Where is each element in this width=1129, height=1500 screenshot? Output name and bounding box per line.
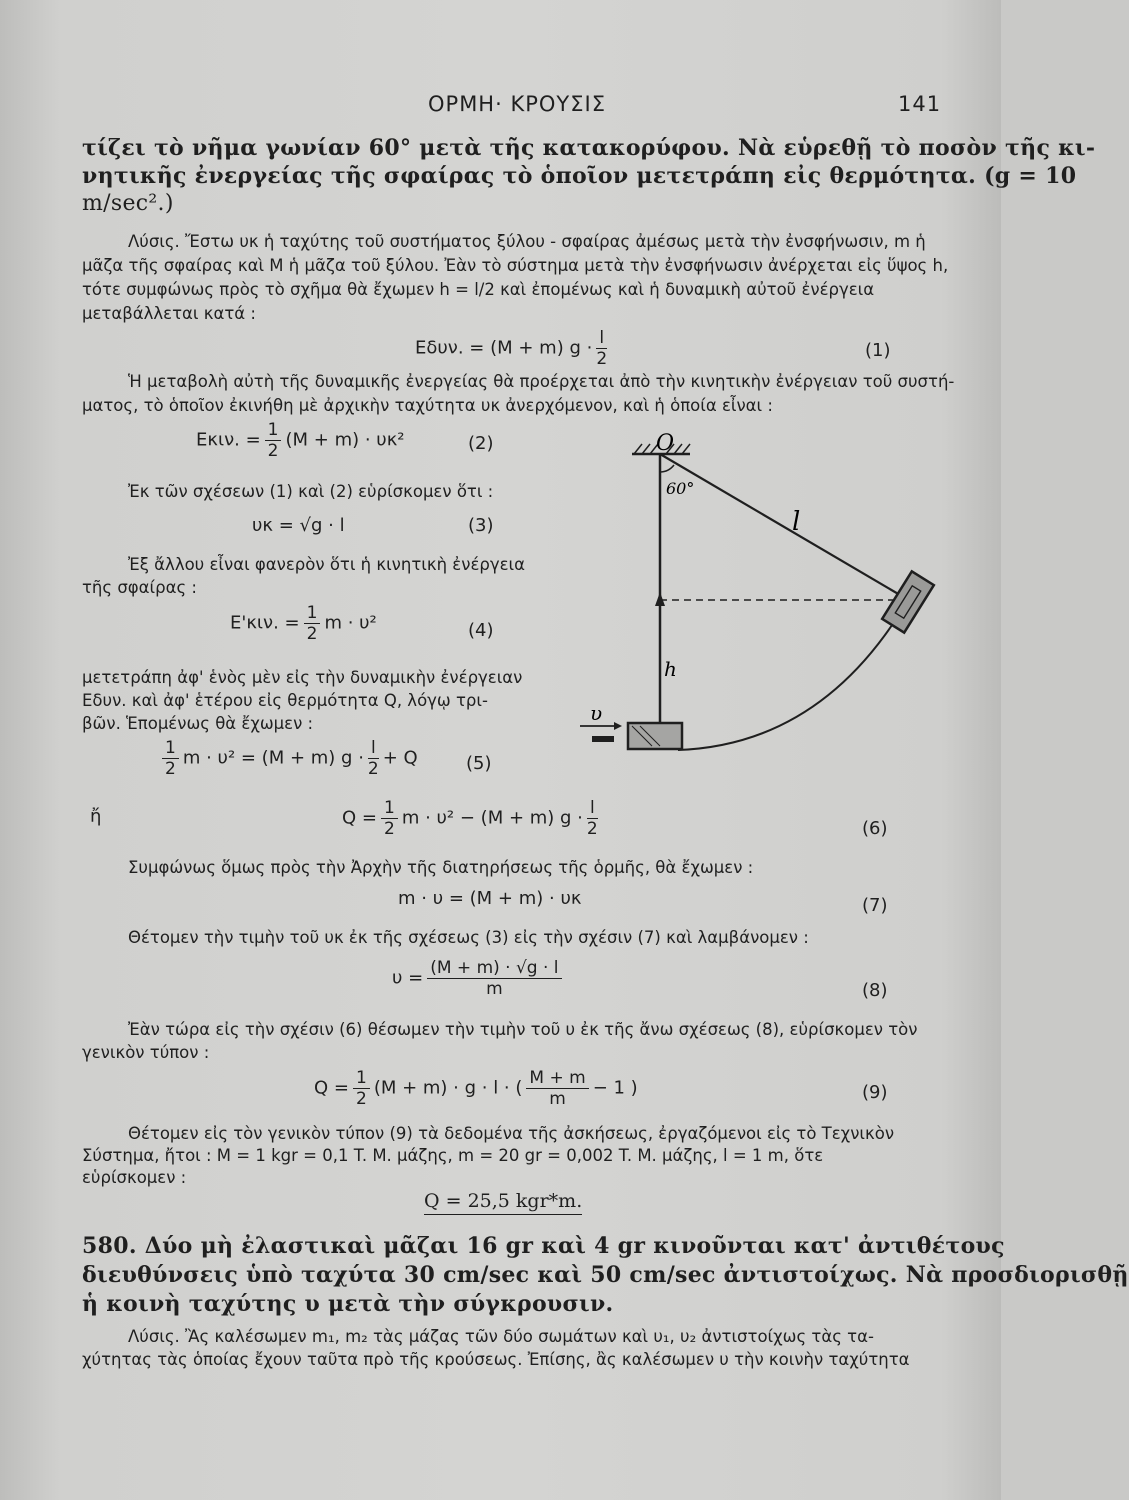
solution-p4-line-2: τῆς σφαίρας : bbox=[82, 578, 197, 597]
bullet-icon bbox=[592, 736, 614, 742]
solution-p8-line-1: Ἐὰν τώρα εἰς τὴν σχέσιν (6) θέσωμεν τὴν τιμὴν τοῦ υ ἐκ τῆς ἄνω σχέσεως (8), εὑρίσκομεν τὸν bbox=[128, 1020, 918, 1039]
solution-p1-line-2: μᾶζα τῆς σφαίρας καὶ M ἡ μᾶζα τοῦ ξύλου. Ἐὰν τὸ σύστημα μετὰ τὴν ἐνσφήνωσιν ἀνέρχεται εἰς ὕψος h, bbox=[82, 256, 949, 275]
inclined-string bbox=[660, 454, 900, 595]
eq9-num1: 1 bbox=[353, 1068, 370, 1089]
eq5-num1: 1 bbox=[162, 738, 179, 759]
velocity-arrow-icon bbox=[614, 722, 622, 730]
eq1-den: 2 bbox=[596, 349, 608, 369]
solution-p5-line-2: Eδυν. καὶ ἀφ' ἑτέρου εἰς θερμότητα Q, λόγῳ τρι- bbox=[82, 691, 488, 710]
angle-label: 60° bbox=[666, 479, 695, 498]
equation-3: υκ = √g · l bbox=[252, 515, 345, 536]
eq5-den1: 2 bbox=[165, 759, 176, 779]
page-number: 141 bbox=[898, 92, 942, 116]
solution-p2-line-2: ματος, τὸ ὁποῖον ἐκινήθη μὲ ἀρχικὴν ταχύτητα υκ ἀνερχόμενον, καὶ ἡ ὁποία εἶναι : bbox=[82, 396, 773, 415]
equation-1 bbox=[415, 328, 611, 369]
running-header: ΟΡΜΗ· ΚΡΟΥΣΙΣ bbox=[428, 92, 606, 116]
solution-p4-line-1: Ἐξ ἄλλου εἶναι φανερὸν ὅτι ἡ κινητικὴ ἐνέργεια bbox=[128, 555, 525, 574]
eq2-label: (2) bbox=[468, 433, 494, 454]
velocity-label: υ bbox=[590, 701, 603, 725]
eq9-mid: (M + m) · g · l · ( bbox=[373, 1077, 523, 1099]
eq6-label: (6) bbox=[862, 818, 888, 839]
solution-p1-line-4: μεταβάλλεται κατά : bbox=[82, 304, 256, 323]
eq1-num: l bbox=[596, 328, 607, 349]
pivot-label: O bbox=[656, 431, 675, 456]
eq8-lhs: υ = bbox=[392, 967, 424, 989]
height-label: h bbox=[664, 657, 677, 681]
angle-arc bbox=[660, 465, 674, 472]
solution-p9-line-2: Σύστημα, ἤτοι : M = 1 kgr = 0,1 T. M. μάζης, m = 20 gr = 0,002 T. M. μάζης, l = 1 m, ὅτε bbox=[82, 1146, 824, 1165]
eq4-den: 2 bbox=[306, 624, 318, 644]
solution-p9-line-1: Θέτομεν εἰς τὸν γενικὸν τύπον (9) τὰ δεδομένα τῆς ἀσκήσεως, ἐργαζόμενοι εἰς τὸ Τεχνικὸν bbox=[128, 1124, 895, 1143]
solution-p5-line-3: βῶν. Ἑπομένως θὰ ἔχωμεν : bbox=[82, 714, 314, 733]
eq5-num2: l bbox=[368, 738, 379, 759]
solution-p2-line-1: Ἡ μεταβολὴ αὐτὴ τῆς δυναμικῆς ἐνεργείας θὰ προέρχεται ἀπὸ τὴν κινητικὴν ἐνέργειαν τοῦ συστή- bbox=[128, 372, 955, 391]
eq8-den: m bbox=[486, 979, 503, 999]
eq4-rhs: m · υ² bbox=[324, 612, 377, 634]
eq6-num1: 1 bbox=[381, 798, 398, 819]
solution-p6: Συμφώνως ὅμως πρὸς τὴν Ἀρχὴν τῆς διατηρήσεως τῆς ὁρμῆς, θὰ ἔχωμεν : bbox=[128, 858, 754, 877]
eq9-lhs: Q = bbox=[314, 1077, 349, 1099]
equation-6 bbox=[342, 798, 602, 839]
eq6-num2: l bbox=[587, 798, 598, 819]
eq1-label: (1) bbox=[865, 340, 891, 361]
eq6-den1: 2 bbox=[383, 819, 395, 839]
equation-8 bbox=[392, 958, 566, 999]
eq8-label: (8) bbox=[862, 980, 888, 1001]
eq9-den1: 2 bbox=[355, 1089, 367, 1109]
equation-2 bbox=[196, 420, 405, 461]
eq6-den2: 2 bbox=[586, 819, 598, 839]
solution-p8-line-2: γενικὸν τύπον : bbox=[82, 1043, 210, 1062]
eq1-lhs: Eδυν. = (M + m) g · bbox=[415, 337, 593, 359]
eq8-num: (M + m) · √g · l bbox=[427, 958, 561, 979]
eq4-lhs: E'κιν. = bbox=[230, 612, 300, 634]
or-word: ἤ bbox=[90, 806, 102, 827]
bottom-block bbox=[628, 723, 682, 749]
eq2-num: 1 bbox=[265, 420, 282, 441]
eq2-rhs: (M + m) · υκ² bbox=[285, 429, 405, 451]
eq5-den2: 2 bbox=[367, 759, 379, 779]
eq5-rhs: + Q bbox=[382, 747, 418, 769]
raised-block bbox=[882, 571, 934, 632]
problem-580-line-3: ἡ κοινὴ ταχύτης υ μετὰ τὴν σύγκρουσιν. bbox=[82, 1291, 614, 1317]
equation-5 bbox=[158, 738, 418, 779]
string-label: l bbox=[792, 507, 801, 537]
problem-intro-line-2: νητικῆς ἐνεργείας τῆς σφαίρας τὸ ὁποῖον μετετράπη εἰς θερμότητα. (g = 10 bbox=[82, 163, 1077, 189]
eq9-den2: m bbox=[549, 1089, 566, 1109]
final-result-text: Q = 25,5 kgr*m. bbox=[424, 1190, 582, 1215]
eq3-label: (3) bbox=[468, 515, 494, 536]
problem-intro-line-1: τίζει τὸ νῆμα γωνίαν 60° μετὰ τῆς κατακορύφου. Νὰ εὑρεθῇ τὸ ποσὸν τῆς κι- bbox=[82, 135, 1096, 161]
eq5-label: (5) bbox=[466, 753, 492, 774]
solution-p5-line-1: μετετράπη ἀφ' ἑνὸς μὲν εἰς τὴν δυναμικὴν ἐνέργειαν bbox=[82, 668, 523, 687]
height-arrow-icon bbox=[655, 592, 665, 606]
eq6-mid: m · υ² − (M + m) g · bbox=[401, 807, 583, 829]
problem-580-solution-line-1: Λύσις. Ἂς καλέσωμεν m₁, m₂ τὰς μάζας τῶν δύο σωμάτων καὶ υ₁, υ₂ ἀντιστοίχως τὰς τα- bbox=[128, 1327, 874, 1346]
eq4-label: (4) bbox=[468, 620, 494, 641]
eq4-num: 1 bbox=[304, 603, 321, 624]
eq9-rhs: − 1 ) bbox=[592, 1077, 638, 1099]
problem-580-line-1: 580. Δύο μὴ ἐλαστικαὶ μᾶζαι 16 gr καὶ 4 gr κινοῦνται κατ' ἀντιθέτους bbox=[82, 1233, 1005, 1259]
problem-intro-line-3: m/sec².) bbox=[82, 191, 174, 216]
eq7-label: (7) bbox=[862, 895, 888, 916]
eq2-den: 2 bbox=[267, 441, 279, 461]
equation-4 bbox=[230, 603, 377, 644]
pendulum-figure bbox=[570, 420, 950, 760]
swing-arc bbox=[678, 605, 905, 750]
final-result bbox=[424, 1190, 582, 1212]
equation-7: m · υ = (M + m) · υκ bbox=[398, 888, 582, 909]
solution-p1-line-3: τότε συμφώνως πρὸς τὸ σχῆμα θὰ ἔχωμεν h = l/2 καὶ ἐπομένως καὶ ἡ δυναμικὴ αὐτοῦ ἐνέργεια bbox=[82, 280, 875, 299]
solution-p3: Ἐκ τῶν σχέσεων (1) καὶ (2) εὑρίσκομεν ὅτι : bbox=[128, 482, 494, 501]
eq9-label: (9) bbox=[862, 1082, 888, 1103]
solution-p7: Θέτομεν τὴν τιμὴν τοῦ υκ ἐκ τῆς σχέσεως (3) εἰς τὴν σχέσιν (7) καὶ λαμβάνομεν : bbox=[128, 928, 809, 947]
problem-580-solution-line-2: χύτητας τὰς ὁποίας ἔχουν ταῦτα πρὸ τῆς κρούσεως. Ἐπίσης, ἂς καλέσωμεν υ τὴν κοινὴν ταχύτητα bbox=[82, 1350, 910, 1369]
eq2-lhs: Eκιν. = bbox=[196, 429, 261, 451]
solution-p1-line-1: Λύσις. Ἔστω υκ ἡ ταχύτης τοῦ συστήματος ξύλου - σφαίρας ἀμέσως μετὰ τὴν ἐνσφήνωσιν, m ἡ bbox=[128, 232, 926, 251]
eq6-lhs: Q = bbox=[342, 807, 377, 829]
eq5-mid: m · υ² = (M + m) g · bbox=[182, 747, 364, 769]
equation-9 bbox=[314, 1068, 638, 1109]
solution-p9-line-3: εὑρίσκομεν : bbox=[82, 1168, 187, 1187]
eq9-num2: M + m bbox=[526, 1068, 588, 1089]
problem-580-line-2: διευθύνσεις ὑπὸ ταχύτα 30 cm/sec καὶ 50 cm/sec ἀντιστοίχως. Νὰ προσδιορισθῇ bbox=[82, 1262, 1129, 1288]
